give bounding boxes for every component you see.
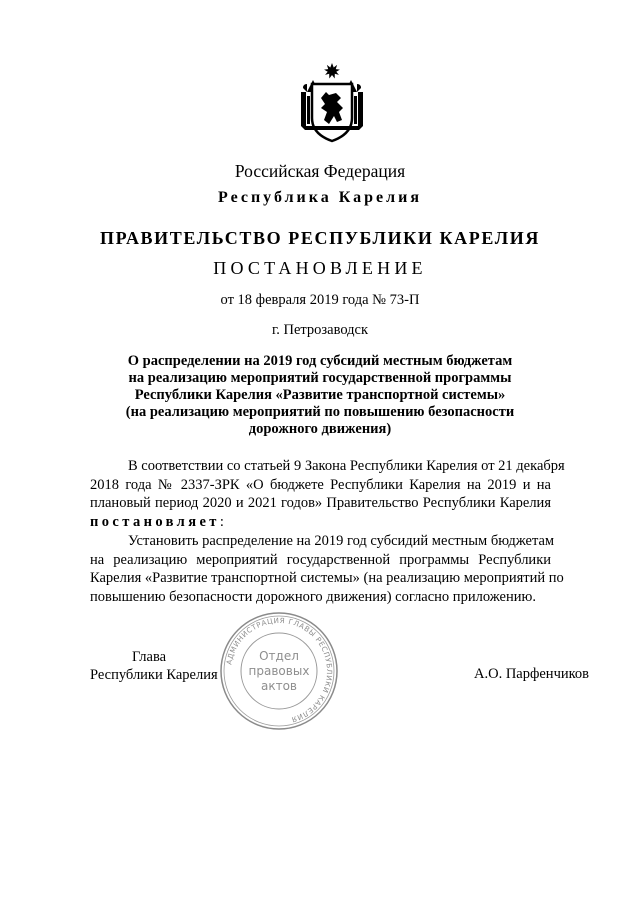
decree-line [90,513,551,532]
stamp-center-line: актов [260,679,298,693]
decree-colon: : [219,513,224,530]
republic-heading: Республика Карелия [218,189,422,206]
stamp-center-line: правовых [248,664,310,678]
document-city: г. Петрозаводск [271,322,369,338]
operative-paragraph [90,532,564,606]
paragraph-line: плановый период 2020 и 2021 годов» Правительство Республики Карелия [90,495,551,511]
signatory-position-line: Республики Карелия [90,667,218,683]
round-stamp [218,610,340,732]
paragraph-line: 2018 года № 2337-ЗРК «О бюджете Республики Карелия на 2019 и на [90,476,551,493]
preamble-paragraph [90,457,565,531]
signatory-position-line: Глава [132,649,167,665]
title-line: на реализацию мероприятий государственной программы [128,370,512,386]
decree-word: постановляет [90,513,220,530]
document-type-heading: ПОСТАНОВЛЕНИЕ [213,258,427,278]
karelia-coat-of-arms-icon [299,62,365,144]
paragraph-line: повышению безопасности дорожного движения) согласно приложению. [90,588,536,605]
title-line: (на реализацию мероприятий по повышению безопасности [125,404,515,420]
paragraph-line: Карелия «Развитие транспортной системы» (на реализацию мероприятий по [90,570,564,586]
stamp-center-line: Отдел [259,649,299,663]
title-line: Республики Карелия «Развитие транспортной системы» [134,387,506,403]
title-line: дорожного движения) [248,421,392,437]
paragraph-line: В соответствии со статьей 9 Закона Республики Карелия от 21 декабря [128,458,565,474]
document-title [90,353,550,438]
paragraph-line: Установить распределение на 2019 год субсидий местным бюджетам [128,533,555,549]
government-heading: ПРАВИТЕЛЬСТВО РЕСПУБЛИКИ КАРЕЛИЯ [100,228,540,248]
stamp-ring-text: АДМИНИСТРАЦИЯ ГЛАВЫ РЕСПУБЛИКИ КАРЕЛИЯ [224,615,335,725]
signatory-position [90,648,218,684]
federation-heading: Российская Федерация [234,161,406,181]
document-date-number: от 18 февраля 2019 года № 73-П [220,292,420,308]
paragraph-line: на реализацию мероприятий государственной программы Республики [90,551,551,568]
signatory-name: А.О. Парфенчиков [474,666,590,682]
title-line: О распределении на 2019 год субсидий местным бюджетам [127,353,513,369]
